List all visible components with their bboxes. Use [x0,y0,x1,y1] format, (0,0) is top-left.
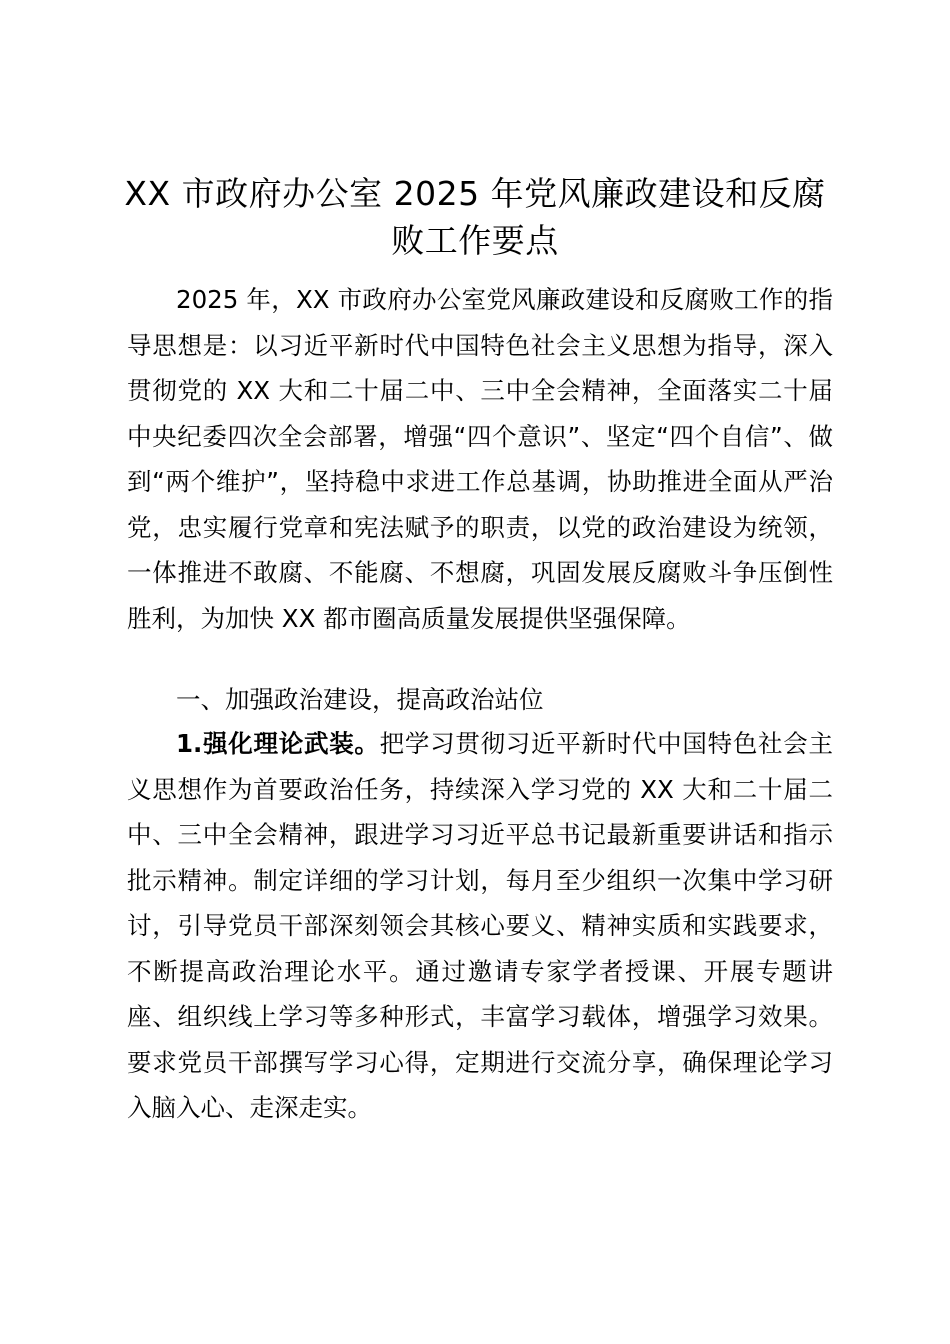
item-1-paragraph [127,721,833,1131]
document-title: XX 市政府办公室 2025 年党风廉政建设和反腐败工作要点 [124,174,826,260]
item-1-text: 把学习贯彻习近平新时代中国特色社会主义思想作为首要政治任务，持续深入学习党的 XX 大和二十届二中、三中全会精神，跟进学习习近平总书记最新重要讲话和指示批示精神。制定详细的学习计划，每月至少组织一次集中学习研讨，引导党员干部深刻领会其核心要义、精神实质和实践要求，不断提高政治理论水平。通过邀请专家学者授课、开展专题讲座、组织线上学习等多种形式，丰富学习载体，增强学习效果。要求党员干部撰写学习心得，定期进行交流分享，确保理论学习入脑入心、走深走实。 [127,729,834,1122]
item-1-lead: 1.强化理论武装。 [176,729,380,758]
intro-paragraph: 2025 年，XX 市政府办公室党风廉政建设和反腐败工作的指导思想是：以习近平新时代中国特色社会主义思想为指导，深入贯彻党的 XX 大和二十届二中、三中全会精神，全面落实二十届中央纪委四次全会部署，增强“四个意识”、坚定“四个自信”、做到“两个维护”，坚持稳中求进工作总基调，协助推进全面从严治党，忠实履行党章和宪法赋予的职责，以党的政治建设为统领，一体推进不敢腐、不能腐、不想腐，巩固发展反腐败斗争压倒性胜利，为加快 XX 都市圈高质量发展提供坚强保障。 [127,285,833,633]
section-heading: 一、加强政治建设，提高政治站位 [176,685,544,714]
